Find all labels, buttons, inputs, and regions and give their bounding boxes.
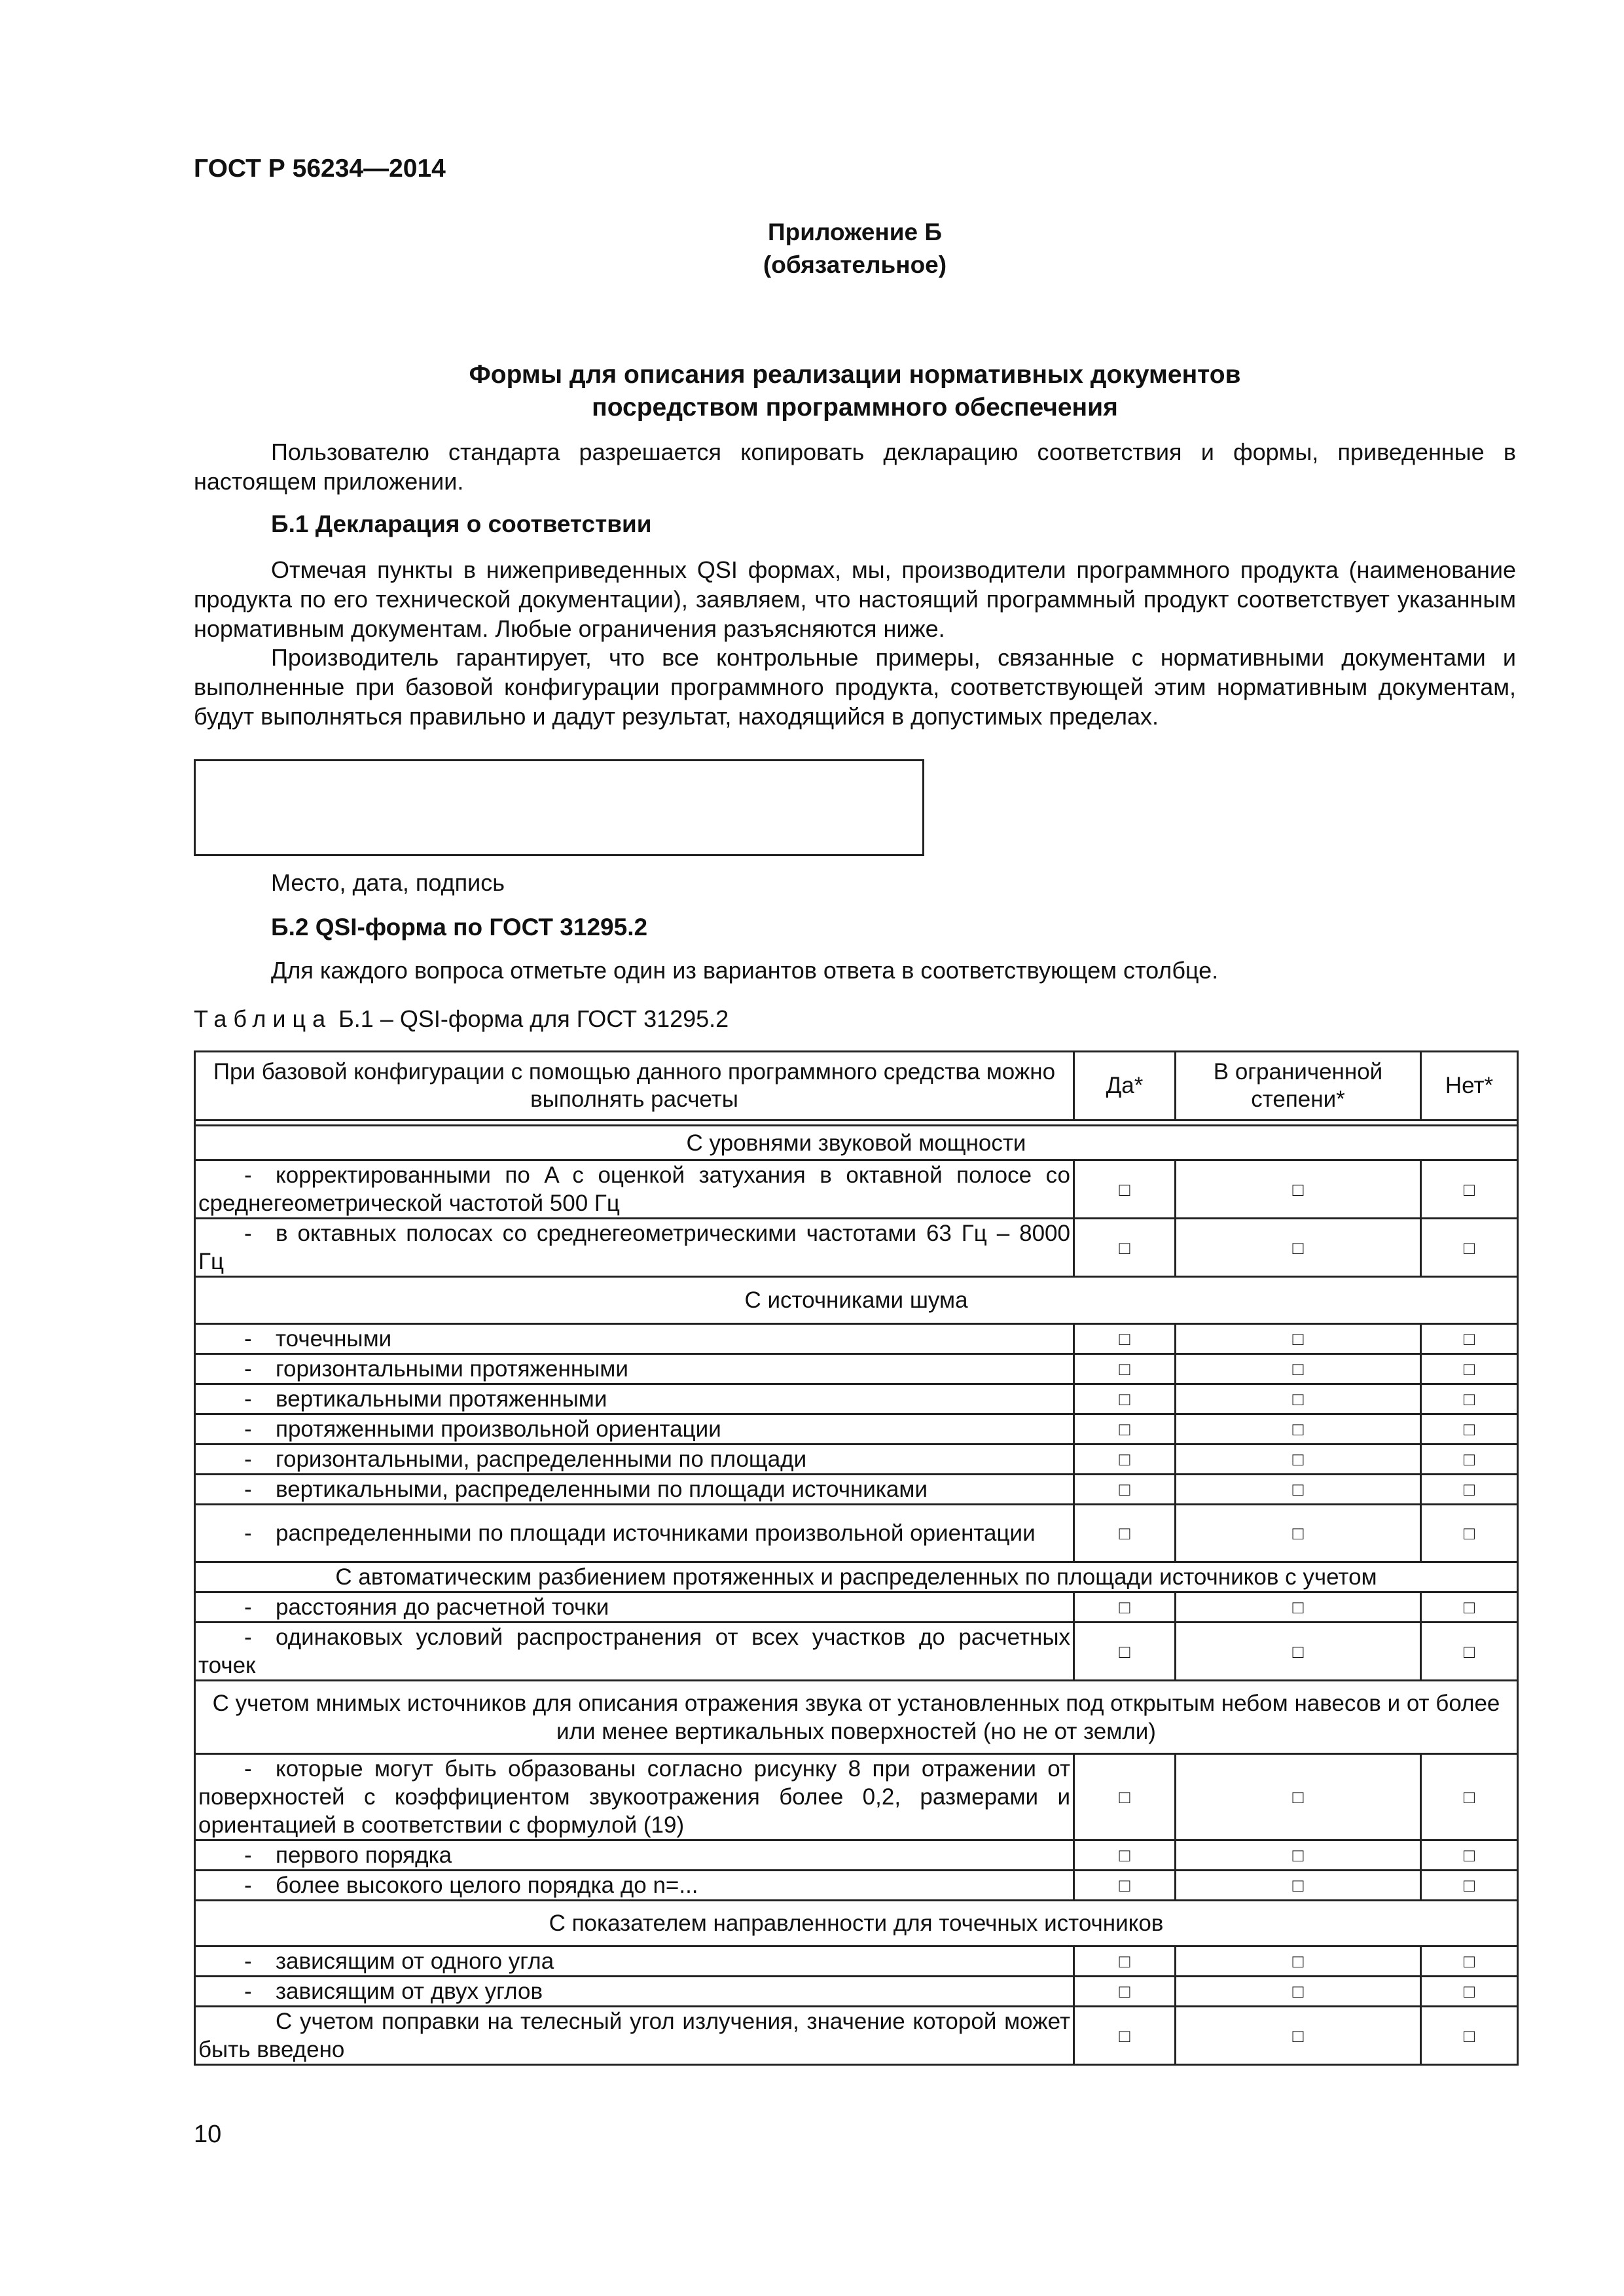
- checkbox-yes[interactable]: □: [1074, 1324, 1176, 1354]
- intro-paragraph: Пользователю стандарта разрешается копировать декларацию соответствия и формы, приведенные в настоящем приложении.: [194, 439, 1516, 495]
- appendix-title: Приложение Б: [768, 219, 942, 245]
- checkbox-limited[interactable]: □: [1176, 1219, 1421, 1277]
- question-text: одинаковых условий распространения от всех участков до расчетных точек: [198, 1624, 1070, 1678]
- question-text: более высокого целого порядка до n=...: [276, 1873, 698, 1898]
- question-text: С учетом поправки на телесный угол излучения, значение которой может быть введено: [198, 2009, 1070, 2062]
- table-row: [195, 1623, 1518, 1681]
- checkbox-limited[interactable]: □: [1176, 1871, 1421, 1901]
- checkbox-no[interactable]: □: [1421, 1871, 1518, 1901]
- page-title: [194, 359, 1516, 424]
- list-dash: -: [244, 1416, 252, 1442]
- question-text: горизонтальными протяженными: [276, 1356, 628, 1382]
- declaration-paragraph-2: Производитель гарантирует, что все контрольные примеры, связанные с нормативными документами и выполненные при базовой конфигурации программного продукта, соответствующей этим нормативным документам, будут выполняться правильно и дадут результат, находящийся в допустимых пределах.: [194, 644, 1516, 730]
- list-dash: -: [244, 1221, 252, 1246]
- checkbox-yes[interactable]: □: [1074, 1977, 1176, 2007]
- question-cell: [195, 1840, 1074, 1871]
- signature-label: Место, дата, подпись: [271, 869, 505, 896]
- list-dash: -: [244, 1477, 252, 1502]
- table-row: [195, 1475, 1518, 1505]
- checkbox-limited[interactable]: □: [1176, 1840, 1421, 1871]
- list-dash: -: [244, 1594, 252, 1620]
- list-dash: -: [244, 1873, 252, 1898]
- header-question: При базовой конфигурации с помощью данного программного средства можно выполнять расчеты: [195, 1052, 1074, 1121]
- question-cell: [195, 1505, 1074, 1562]
- question-cell: [195, 1414, 1074, 1444]
- table-row: [195, 1946, 1518, 1977]
- checkbox-no[interactable]: □: [1421, 1505, 1518, 1562]
- checkbox-yes[interactable]: □: [1074, 1475, 1176, 1505]
- checkbox-yes[interactable]: □: [1074, 1354, 1176, 1384]
- section-sound-power: С уровнями звуковой мощности: [195, 1126, 1518, 1160]
- table-section-row: [195, 1901, 1518, 1946]
- table-row: [195, 1384, 1518, 1414]
- list-dash: -: [244, 1948, 252, 1974]
- checkbox-yes[interactable]: □: [1074, 1754, 1176, 1840]
- question-cell: [195, 1444, 1074, 1475]
- question-text: вертикальными протяженными: [276, 1386, 607, 1412]
- appendix-label: [194, 216, 1516, 281]
- list-dash: -: [244, 1356, 252, 1382]
- checkbox-limited[interactable]: □: [1176, 2007, 1421, 2065]
- table-section-row: [195, 1277, 1518, 1324]
- checkbox-no[interactable]: □: [1421, 2007, 1518, 2065]
- table-section-row: [195, 1562, 1518, 1592]
- checkbox-no[interactable]: □: [1421, 1623, 1518, 1681]
- checkbox-yes[interactable]: □: [1074, 1505, 1176, 1562]
- checkbox-limited[interactable]: □: [1176, 1505, 1421, 1562]
- checkbox-yes[interactable]: □: [1074, 1384, 1176, 1414]
- question-cell: [195, 1592, 1074, 1623]
- declaration-paragraph-1: Отмечая пункты в нижеприведенных QSI формах, мы, производители программного продукта (наименование продукта по его технической документации), заявляем, что настоящий программный продукт соответствует указанным нормативным документам. Любые ограничения разъясняются ниже.: [194, 556, 1516, 642]
- checkbox-limited[interactable]: □: [1176, 1414, 1421, 1444]
- question-text: протяженными произвольной ориентации: [276, 1416, 721, 1442]
- question-text: горизонтальными, распределенными по площади: [276, 1446, 807, 1472]
- checkbox-yes[interactable]: □: [1074, 1840, 1176, 1871]
- page-number: 10: [194, 2121, 222, 2148]
- table-row: [195, 1840, 1518, 1871]
- list-dash: -: [244, 1326, 252, 1352]
- checkbox-limited[interactable]: □: [1176, 1754, 1421, 1840]
- question-cell: [195, 2007, 1074, 2065]
- section-b1-heading: Б.1 Декларация о соответствии: [271, 511, 652, 537]
- table-row: [195, 1160, 1518, 1219]
- question-text: распределенными по площади источниками произвольной ориентации: [276, 1520, 1036, 1546]
- table-row: [195, 1754, 1518, 1840]
- question-cell: [195, 1324, 1074, 1354]
- question-text: в октавных полосах со среднегеометрическими частотами 63 Гц – 8000 Гц: [198, 1221, 1070, 1274]
- checkbox-no[interactable]: □: [1421, 1384, 1518, 1414]
- checkbox-limited[interactable]: □: [1176, 1946, 1421, 1977]
- question-cell: [195, 1475, 1074, 1505]
- list-dash: -: [244, 1624, 252, 1650]
- header-spacer: [195, 1121, 1518, 1126]
- checkbox-no[interactable]: □: [1421, 1475, 1518, 1505]
- checkbox-yes[interactable]: □: [1074, 1219, 1176, 1277]
- table-row: [195, 1354, 1518, 1384]
- question-text: корректированными по A с оценкой затухания в октавной полосе со среднегеометрической частотой 500 Гц: [198, 1162, 1070, 1216]
- table-row: [195, 1505, 1518, 1562]
- table-section-row: [195, 1126, 1518, 1160]
- question-cell: [195, 1754, 1074, 1840]
- question-cell: [195, 1871, 1074, 1901]
- list-dash: -: [244, 1842, 252, 1868]
- table-caption-text: Б.1 – QSI-форма для ГОСТ 31295.2: [338, 1005, 729, 1032]
- list-dash: -: [244, 1446, 252, 1472]
- checkbox-no[interactable]: □: [1421, 1946, 1518, 1977]
- question-cell: [195, 1354, 1074, 1384]
- checkbox-no[interactable]: □: [1421, 1592, 1518, 1623]
- instruction-text: Для каждого вопроса отметьте один из вариантов ответа в соответствующем столбце.: [271, 957, 1219, 984]
- section-auto-splitting: С автоматическим разбиением протяженных и распределенных по площади источников с учетом: [195, 1562, 1518, 1592]
- checkbox-yes[interactable]: □: [1074, 1592, 1176, 1623]
- table-row: [195, 1871, 1518, 1901]
- question-text: зависящим от двух углов: [276, 1979, 543, 2004]
- checkbox-yes[interactable]: □: [1074, 1444, 1176, 1475]
- question-text: вертикальными, распределенными по площади источниками: [276, 1477, 928, 1502]
- header-no: Нет*: [1421, 1052, 1518, 1121]
- header-yes: Да*: [1074, 1052, 1176, 1121]
- checkbox-yes[interactable]: □: [1074, 2007, 1176, 2065]
- question-cell: [195, 1977, 1074, 2007]
- checkbox-no[interactable]: □: [1421, 1219, 1518, 1277]
- checkbox-no[interactable]: □: [1421, 1414, 1518, 1444]
- checkbox-limited[interactable]: □: [1176, 1384, 1421, 1414]
- checkbox-no[interactable]: □: [1421, 1160, 1518, 1219]
- checkbox-limited[interactable]: □: [1176, 1444, 1421, 1475]
- question-text: точечными: [276, 1326, 392, 1352]
- checkbox-yes[interactable]: □: [1074, 1946, 1176, 1977]
- checkbox-no[interactable]: □: [1421, 1354, 1518, 1384]
- list-dash: -: [244, 1520, 252, 1546]
- checkbox-no[interactable]: □: [1421, 1444, 1518, 1475]
- table-header-row: [195, 1052, 1518, 1121]
- checkbox-limited[interactable]: □: [1176, 1475, 1421, 1505]
- checkbox-limited[interactable]: □: [1176, 1324, 1421, 1354]
- checkbox-limited[interactable]: □: [1176, 1354, 1421, 1384]
- section-noise-sources: С источниками шума: [195, 1277, 1518, 1324]
- table-row: [195, 1219, 1518, 1277]
- checkbox-yes[interactable]: □: [1074, 1414, 1176, 1444]
- header-limited: В ограниченной степени*: [1176, 1052, 1421, 1121]
- table-row: [195, 1324, 1518, 1354]
- checkbox-no[interactable]: □: [1421, 1977, 1518, 2007]
- checkbox-limited[interactable]: □: [1176, 1977, 1421, 2007]
- section-b2-heading: Б.2 QSI-форма по ГОСТ 31295.2: [271, 914, 648, 941]
- question-text: которые могут быть образованы согласно рисунку 8 при отражении от поверхностей с коэффициентом звукоотражения более 0,2, размерами и ориентацией в соответствии с формулой (19): [198, 1756, 1070, 1838]
- qsi-table: [194, 1050, 1519, 2066]
- question-text: зависящим от одного угла: [276, 1948, 554, 1974]
- table-row: [195, 1444, 1518, 1475]
- question-text: первого порядка: [276, 1842, 452, 1868]
- question-cell: [195, 1219, 1074, 1277]
- signature-box[interactable]: [194, 759, 924, 856]
- section-directivity: С показателем направленности для точечных источников: [195, 1901, 1518, 1946]
- list-dash: -: [244, 1756, 252, 1782]
- checkbox-limited[interactable]: □: [1176, 1160, 1421, 1219]
- list-dash: -: [244, 1979, 252, 2004]
- checkbox-no[interactable]: □: [1421, 1324, 1518, 1354]
- question-cell: [195, 1946, 1074, 1977]
- checkbox-yes[interactable]: □: [1074, 1623, 1176, 1681]
- section-image-sources: С учетом мнимых источников для описания отражения звука от установленных под открытым небом навесов и от более или менее вертикальных поверхностей (но не от земли): [195, 1681, 1518, 1754]
- table-caption-prefix: Таблица: [194, 1005, 333, 1032]
- appendix-status: (обязательное): [763, 251, 947, 278]
- question-text: расстояния до расчетной точки: [276, 1594, 609, 1620]
- table-caption: [194, 1005, 729, 1033]
- checkbox-yes[interactable]: □: [1074, 1871, 1176, 1901]
- question-cell: [195, 1160, 1074, 1219]
- checkbox-limited[interactable]: □: [1176, 1592, 1421, 1623]
- checkbox-no[interactable]: □: [1421, 1840, 1518, 1871]
- question-cell: [195, 1623, 1074, 1681]
- checkbox-limited[interactable]: □: [1176, 1623, 1421, 1681]
- checkbox-yes[interactable]: □: [1074, 1160, 1176, 1219]
- table-row: [195, 1414, 1518, 1444]
- question-cell: [195, 1384, 1074, 1414]
- checkbox-no[interactable]: □: [1421, 1754, 1518, 1840]
- header-spacer-row: [195, 1121, 1518, 1126]
- document-code: ГОСТ Р 56234—2014: [194, 154, 446, 183]
- title-line-2: посредством программного обеспечения: [592, 393, 1118, 422]
- table-section-row: [195, 1681, 1518, 1754]
- table-row: [195, 2007, 1518, 2065]
- list-dash: -: [244, 1386, 252, 1412]
- list-dash: -: [244, 1162, 252, 1188]
- table-row: [195, 1977, 1518, 2007]
- table-row: [195, 1592, 1518, 1623]
- title-line-1: Формы для описания реализации нормативных документов: [469, 361, 1241, 389]
